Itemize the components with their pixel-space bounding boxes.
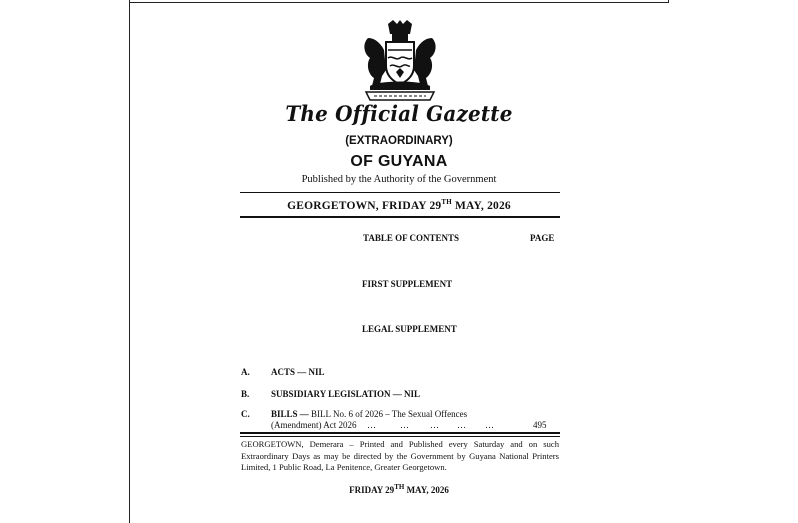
issue-dateline: GEORGETOWN, FRIDAY 29TH MAY, 2026: [287, 198, 511, 212]
dot-leader: …: [400, 420, 409, 430]
dot-leader: …: [457, 420, 466, 430]
footer-date: FRIDAY 29TH MAY, 2026: [349, 483, 449, 495]
page-column-heading: PAGE: [530, 233, 555, 243]
gazette-title: The Official Gazette: [285, 101, 513, 126]
legal-supplement-heading: LEGAL SUPPLEMENT: [362, 324, 457, 334]
contents-item-acts: ACTS — NIL: [271, 367, 325, 377]
contents-item-letter: C.: [241, 409, 250, 419]
page-frame-left-edge: [129, 0, 130, 523]
contents-item-bills: BILLS — BILL No. 6 of 2026 – The Sexual Offences: [271, 409, 468, 419]
page-frame-right-edge: [668, 0, 669, 3]
dot-leader: …: [367, 420, 376, 430]
printer-imprint: GEORGETOWN, Demerara – Printed and Published every Saturday and on such Extraordinary Days as may be directed by the Government by Guyana National Printers Limited, 1 Public Road, La Penitence, Greater Georgetown.: [241, 439, 559, 472]
header-rule-bottom: [240, 216, 560, 218]
gazette-edition-label: (EXTRAORDINARY): [345, 135, 453, 147]
footer-rule-bottom: [240, 436, 560, 437]
contents-item-subsidiary-legislation: SUBSIDIARY LEGISLATION — NIL: [271, 389, 420, 399]
dot-leader: …: [430, 420, 439, 430]
publication-authority: Published by the Authority of the Government: [301, 174, 497, 185]
contents-item-bills-continued: (Amendment) Act 2026: [271, 420, 357, 430]
table-of-contents-heading: TABLE OF CONTENTS: [363, 233, 460, 243]
coat-of-arms-icon: [360, 20, 440, 102]
header-rule-top: [240, 192, 560, 193]
contents-item-letter: B.: [241, 389, 250, 399]
dot-leader: …: [485, 420, 494, 430]
contents-item-letter: A.: [241, 367, 250, 377]
contents-item-page-number: 495: [533, 420, 547, 430]
gazette-country: OF GUYANA: [350, 153, 448, 170]
page-frame-top-edge: [129, 2, 669, 3]
first-supplement-heading: FIRST SUPPLEMENT: [362, 279, 453, 289]
footer-rule-top: [240, 432, 560, 434]
